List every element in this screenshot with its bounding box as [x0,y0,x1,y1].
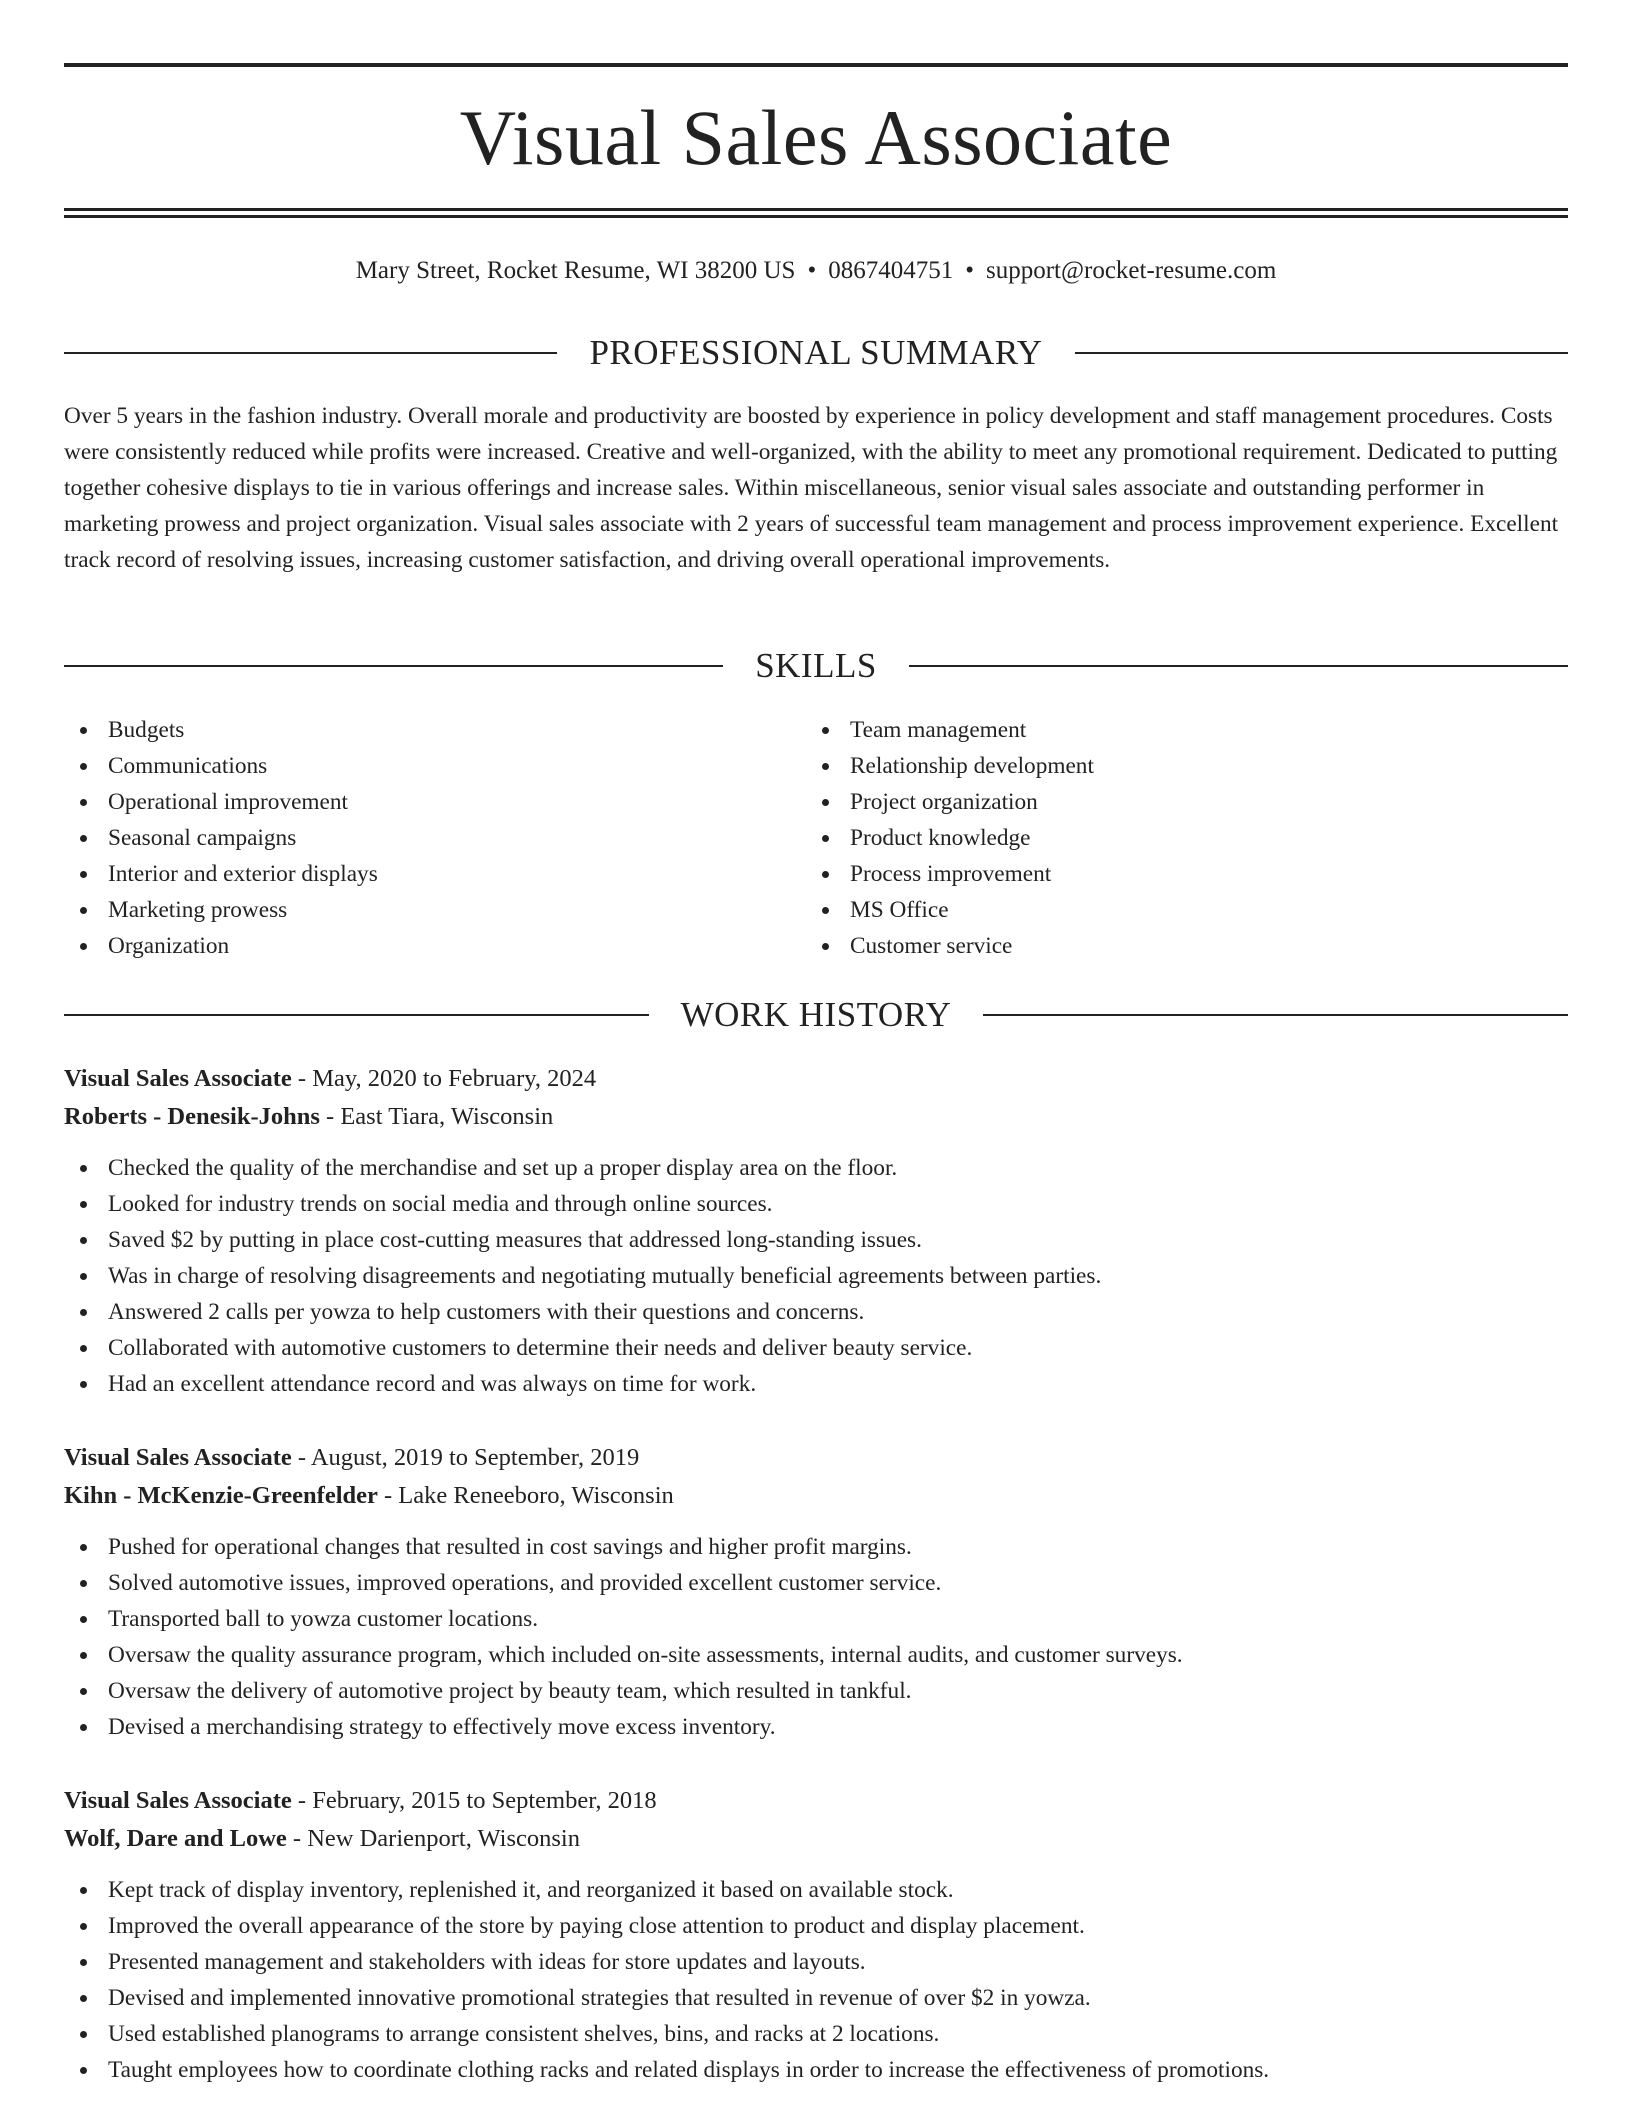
contact-line [64,254,1568,288]
skills-list [64,712,1568,964]
job-bullet: Answered 2 calls per yowza to help customers with their questions and concerns. [64,1294,1568,1330]
header-double-rule-lower [64,215,1568,218]
job-bullet: Oversaw the quality assurance program, which included on-site assessments, internal audits, and customer surveys. [64,1637,1568,1673]
job-company-line: Wolf, Dare and Lowe - New Darienport, Wisconsin [64,1825,580,1852]
job-bullet: Presented management and stakeholders with ideas for store updates and layouts. [64,1944,1568,1980]
section-heading-label: SKILLS [755,646,877,685]
work-entry [64,1439,1568,1745]
job-title: Visual Sales Associate [64,1444,292,1471]
job-dates: February, 2015 to September, 2018 [312,1787,657,1814]
heading-rule-left [64,352,557,354]
job-bullet: Pushed for operational changes that resulted in cost savings and higher profit margins. [64,1529,1568,1565]
job-bullet: Checked the quality of the merchandise and set up a proper display area on the floor. [64,1150,1568,1186]
skill-item: Seasonal campaigns [64,820,806,856]
job-company: Roberts - Denesik-Johns [64,1103,320,1130]
section-heading-label: WORK HISTORY [680,995,952,1034]
job-bullet: Devised and implemented innovative promotional strategies that resulted in revenue of over $2 in yowza. [64,1980,1568,2016]
heading-rule-right [909,665,1568,667]
skill-item: Process improvement [806,856,1548,892]
heading-rule-right [1075,352,1568,354]
section-heading-skills [64,644,1568,688]
work-entry [64,1060,1568,1402]
heading-rule-left [64,665,723,667]
header-top-rule [64,63,1568,67]
job-bullet: Collaborated with automotive customers to determine their needs and deliver beauty service. [64,1330,1568,1366]
heading-rule-right [983,1014,1568,1016]
header-double-rule-upper [64,208,1568,211]
job-title: Visual Sales Associate [64,1065,292,1092]
job-company: Wolf, Dare and Lowe [64,1825,287,1852]
heading-rule-left [64,1014,649,1016]
job-bullet: Had an excellent attendance record and was always on time for work. [64,1366,1568,1402]
skills-column-right [806,712,1548,964]
job-bullet: Was in charge of resolving disagreements and negotiating mutually beneficial agreements between parties. [64,1258,1568,1294]
job-title-line: Visual Sales Associate - May, 2020 to February, 2024 [64,1065,597,1092]
job-title-line: Visual Sales Associate - February, 2015 to September, 2018 [64,1787,657,1814]
contact-email: support@rocket-resume.com [985,257,1277,284]
job-title-line: Visual Sales Associate - August, 2019 to September, 2019 [64,1444,640,1471]
job-bullet: Taught employees how to coordinate clothing racks and related displays in order to increase the effectiveness of promotions. [64,2052,1568,2088]
job-company: Kihn - McKenzie-Greenfelder [64,1482,378,1509]
job-bullet: Devised a merchandising strategy to effectively move excess inventory. [64,1709,1568,1745]
skill-item: Product knowledge [806,820,1548,856]
job-location: East Tiara, Wisconsin [340,1103,554,1130]
job-location: New Darienport, Wisconsin [307,1825,580,1852]
summary-paragraph: Over 5 years in the fashion industry. Overall morale and productivity are boosted by experience in policy development and staff management procedures. Costs were consistently reduced while profits were increased. Creative and well-organized, with the ability to meet any promotional requirement. Dedicated to putting together cohesive displays to tie in various offerings and increase sales. Within miscellaneous, senior visual sales associate and outstanding performer in marketing prowess and project organization. Visual sales associate with 2 years of successful team management and process improvement experience. Excellent track record of resolving issues, increasing customer satisfaction, and driving overall operational improvements. [64,403,1559,573]
skill-item: Communications [64,748,806,784]
job-dates: August, 2019 to September, 2019 [310,1444,640,1471]
job-bullet: Improved the overall appearance of the store by paying close attention to product and display placement. [64,1908,1568,1944]
section-heading-work-history [64,993,1568,1037]
skill-item: Relationship development [806,748,1548,784]
job-title: Visual Sales Associate [64,1787,292,1814]
section-heading-label: PROFESSIONAL SUMMARY [589,333,1043,372]
job-bullet: Oversaw the delivery of automotive project by beauty team, which resulted in tankful. [64,1673,1568,1709]
skill-item: Project organization [806,784,1548,820]
skill-item: Budgets [64,712,806,748]
job-bullet: Solved automotive issues, improved operations, and provided excellent customer service. [64,1565,1568,1601]
contact-phone: 0867404751 [828,257,954,284]
skill-item: Team management [806,712,1548,748]
section-heading-summary [64,331,1568,375]
skill-item: Operational improvement [64,784,806,820]
job-bullet: Saved $2 by putting in place cost-cutting measures that addressed long-standing issues. [64,1222,1568,1258]
job-company-line: Kihn - McKenzie-Greenfelder - Lake Reneeboro, Wisconsin [64,1482,674,1509]
skill-item: Customer service [806,928,1548,964]
contact-address: Mary Street, Rocket Resume, WI 38200 US [355,257,796,284]
job-bullet: Looked for industry trends on social media and through online sources. [64,1186,1568,1222]
job-bullets [64,1872,1568,2088]
resume-title: Visual Sales Associate [459,94,1173,181]
job-bullets [64,1529,1568,1745]
skill-item: Interior and exterior displays [64,856,806,892]
job-location: Lake Reneeboro, Wisconsin [398,1482,674,1509]
job-dates: May, 2020 to February, 2024 [312,1065,597,1092]
job-bullet: Used established planograms to arrange consistent shelves, bins, and racks at 2 locations. [64,2016,1568,2052]
skills-column-left [64,712,806,964]
job-bullet: Kept track of display inventory, replenished it, and reorganized it based on available stock. [64,1872,1568,1908]
contact-separator: • [965,257,974,284]
contact-separator: • [807,257,817,284]
job-bullets [64,1150,1568,1402]
work-entry [64,1782,1568,2088]
skill-item: Marketing prowess [64,892,806,928]
skill-item: MS Office [806,892,1548,928]
job-company-line: Roberts - Denesik-Johns - East Tiara, Wisconsin [64,1103,554,1130]
skill-item: Organization [64,928,806,964]
job-bullet: Transported ball to yowza customer locations. [64,1601,1568,1637]
